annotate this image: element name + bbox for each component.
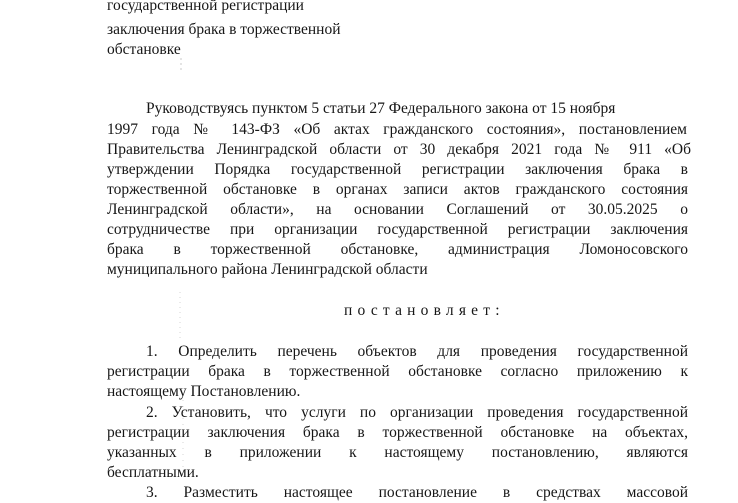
preamble-line: торжественной обстановке в органах записи актов гражданского состояния xyxy=(107,181,688,198)
preamble-line: муниципального района Ленинградской области xyxy=(107,261,428,278)
item-line: указанных в приложении к настоящему постановлению, являются xyxy=(107,444,688,461)
item-line: 3. Разместить настоящее постановление в средствах массовой xyxy=(146,484,688,501)
preamble-line: сотрудничестве при организации государственной регистрации заключения xyxy=(107,221,688,238)
preamble-line: 1997 года № 143-ФЗ «Об актах гражданского состояния», постановлением xyxy=(107,121,687,138)
preamble-line: брака в торжественной обстановке, администрация Ломоносовского xyxy=(107,241,688,258)
title-line: обстановке xyxy=(107,41,181,58)
item-line: 2. Установить, что услуги по организации проведения государственной xyxy=(146,404,688,421)
preamble-line: Ленинградской области», на основании Соглашений от 30.05.2025 о xyxy=(107,201,688,218)
item-line: настоящему Постановлению. xyxy=(107,383,301,400)
item-line: бесплатными. xyxy=(107,464,199,481)
item-line: регистрации брака в торжественной обстановке согласно приложению к xyxy=(107,363,688,380)
item-line: регистрации заключения брака в торжественной обстановке на объектах, xyxy=(107,424,688,441)
title-line: государственной регистрации xyxy=(107,0,304,14)
preamble-line: Правительства Ленинградской области от 30 декабря 2021 года № 911 «Об xyxy=(107,141,691,158)
preamble-line: утверждении Порядка государственной регистрации заключения брака в xyxy=(107,161,688,178)
preamble-line: Руководствуясь пунктом 5 статьи 27 Федерального закона от 15 ноября xyxy=(146,100,616,117)
resolution-word: постановляет: xyxy=(344,302,505,319)
item-line: 1. Определить перечень объектов для проведения государственной xyxy=(146,343,688,360)
title-line: заключения брака в торжественной xyxy=(107,21,341,38)
